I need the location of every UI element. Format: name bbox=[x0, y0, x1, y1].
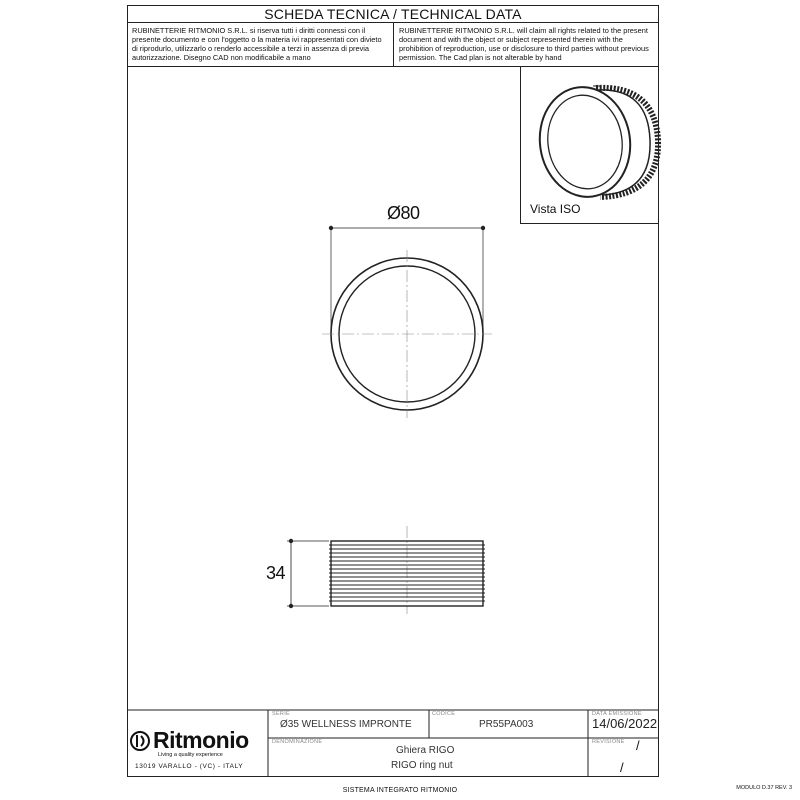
serie-value: Ø35 WELLNESS IMPRONTE bbox=[280, 719, 412, 730]
denominazione-label: DENOMINAZIONE bbox=[272, 739, 323, 745]
company-logo: Ritmonio bbox=[153, 727, 249, 753]
revisione-value: / bbox=[636, 738, 640, 753]
footer-system: SISTEMA INTEGRATO RITMONIO bbox=[342, 787, 458, 794]
denominazione-italian: Ghiera RIGO bbox=[396, 745, 455, 756]
data-emissione-label: DATA EMISSIONE bbox=[592, 711, 642, 717]
legal-notice-english: RUBINETTERIE RITMONIO S.R.L. will claim all rights related to the present document and with the object or subject represented therein with the prohibition of reproduction, use or disclosure to third parties without previous permission. The Cad plan is not alterable by hand bbox=[399, 26, 649, 62]
codice-value: PR55PA003 bbox=[479, 719, 534, 730]
iso-view-label: Vista ISO bbox=[530, 202, 581, 216]
revisione-value-secondary: / bbox=[620, 760, 624, 775]
company-address: 13019 VARALLO - (VC) - ITALY bbox=[135, 763, 244, 770]
denominazione-english: RIGO ring nut bbox=[391, 760, 453, 771]
diameter-dimension-label: Ø80 bbox=[387, 203, 420, 223]
height-dimension-label: 34 bbox=[266, 563, 286, 583]
serie-label: SERIE bbox=[272, 711, 291, 717]
data-emissione-value: 14/06/2022 bbox=[592, 716, 658, 731]
page-title: SCHEDA TECNICA / TECHNICAL DATA bbox=[127, 5, 659, 23]
revisione-label: REVISIONE bbox=[592, 739, 625, 745]
legal-notice-italian: RUBINETTERIE RITMONIO S.R.L. si riserva tutti i diritti connessi con il presente documento e con l'oggetto o la materia ivi rappresentati con divieto di riprodurlo, utilizzarlo o renderlo accessibile a terzi in assenza di previa autorizzazione. Disegno CAD non modificabile a mano bbox=[127, 23, 394, 67]
side-view-ring bbox=[287, 526, 485, 614]
top-view-ring bbox=[322, 226, 492, 418]
company-tagline: Living a quality experience bbox=[158, 752, 223, 758]
module-code: MODULO D.37 REV. 3 bbox=[736, 785, 792, 791]
iso-ring-drawing bbox=[533, 81, 658, 202]
codice-label: CODICE bbox=[432, 711, 456, 717]
ritmonio-logo-mark bbox=[131, 732, 149, 750]
